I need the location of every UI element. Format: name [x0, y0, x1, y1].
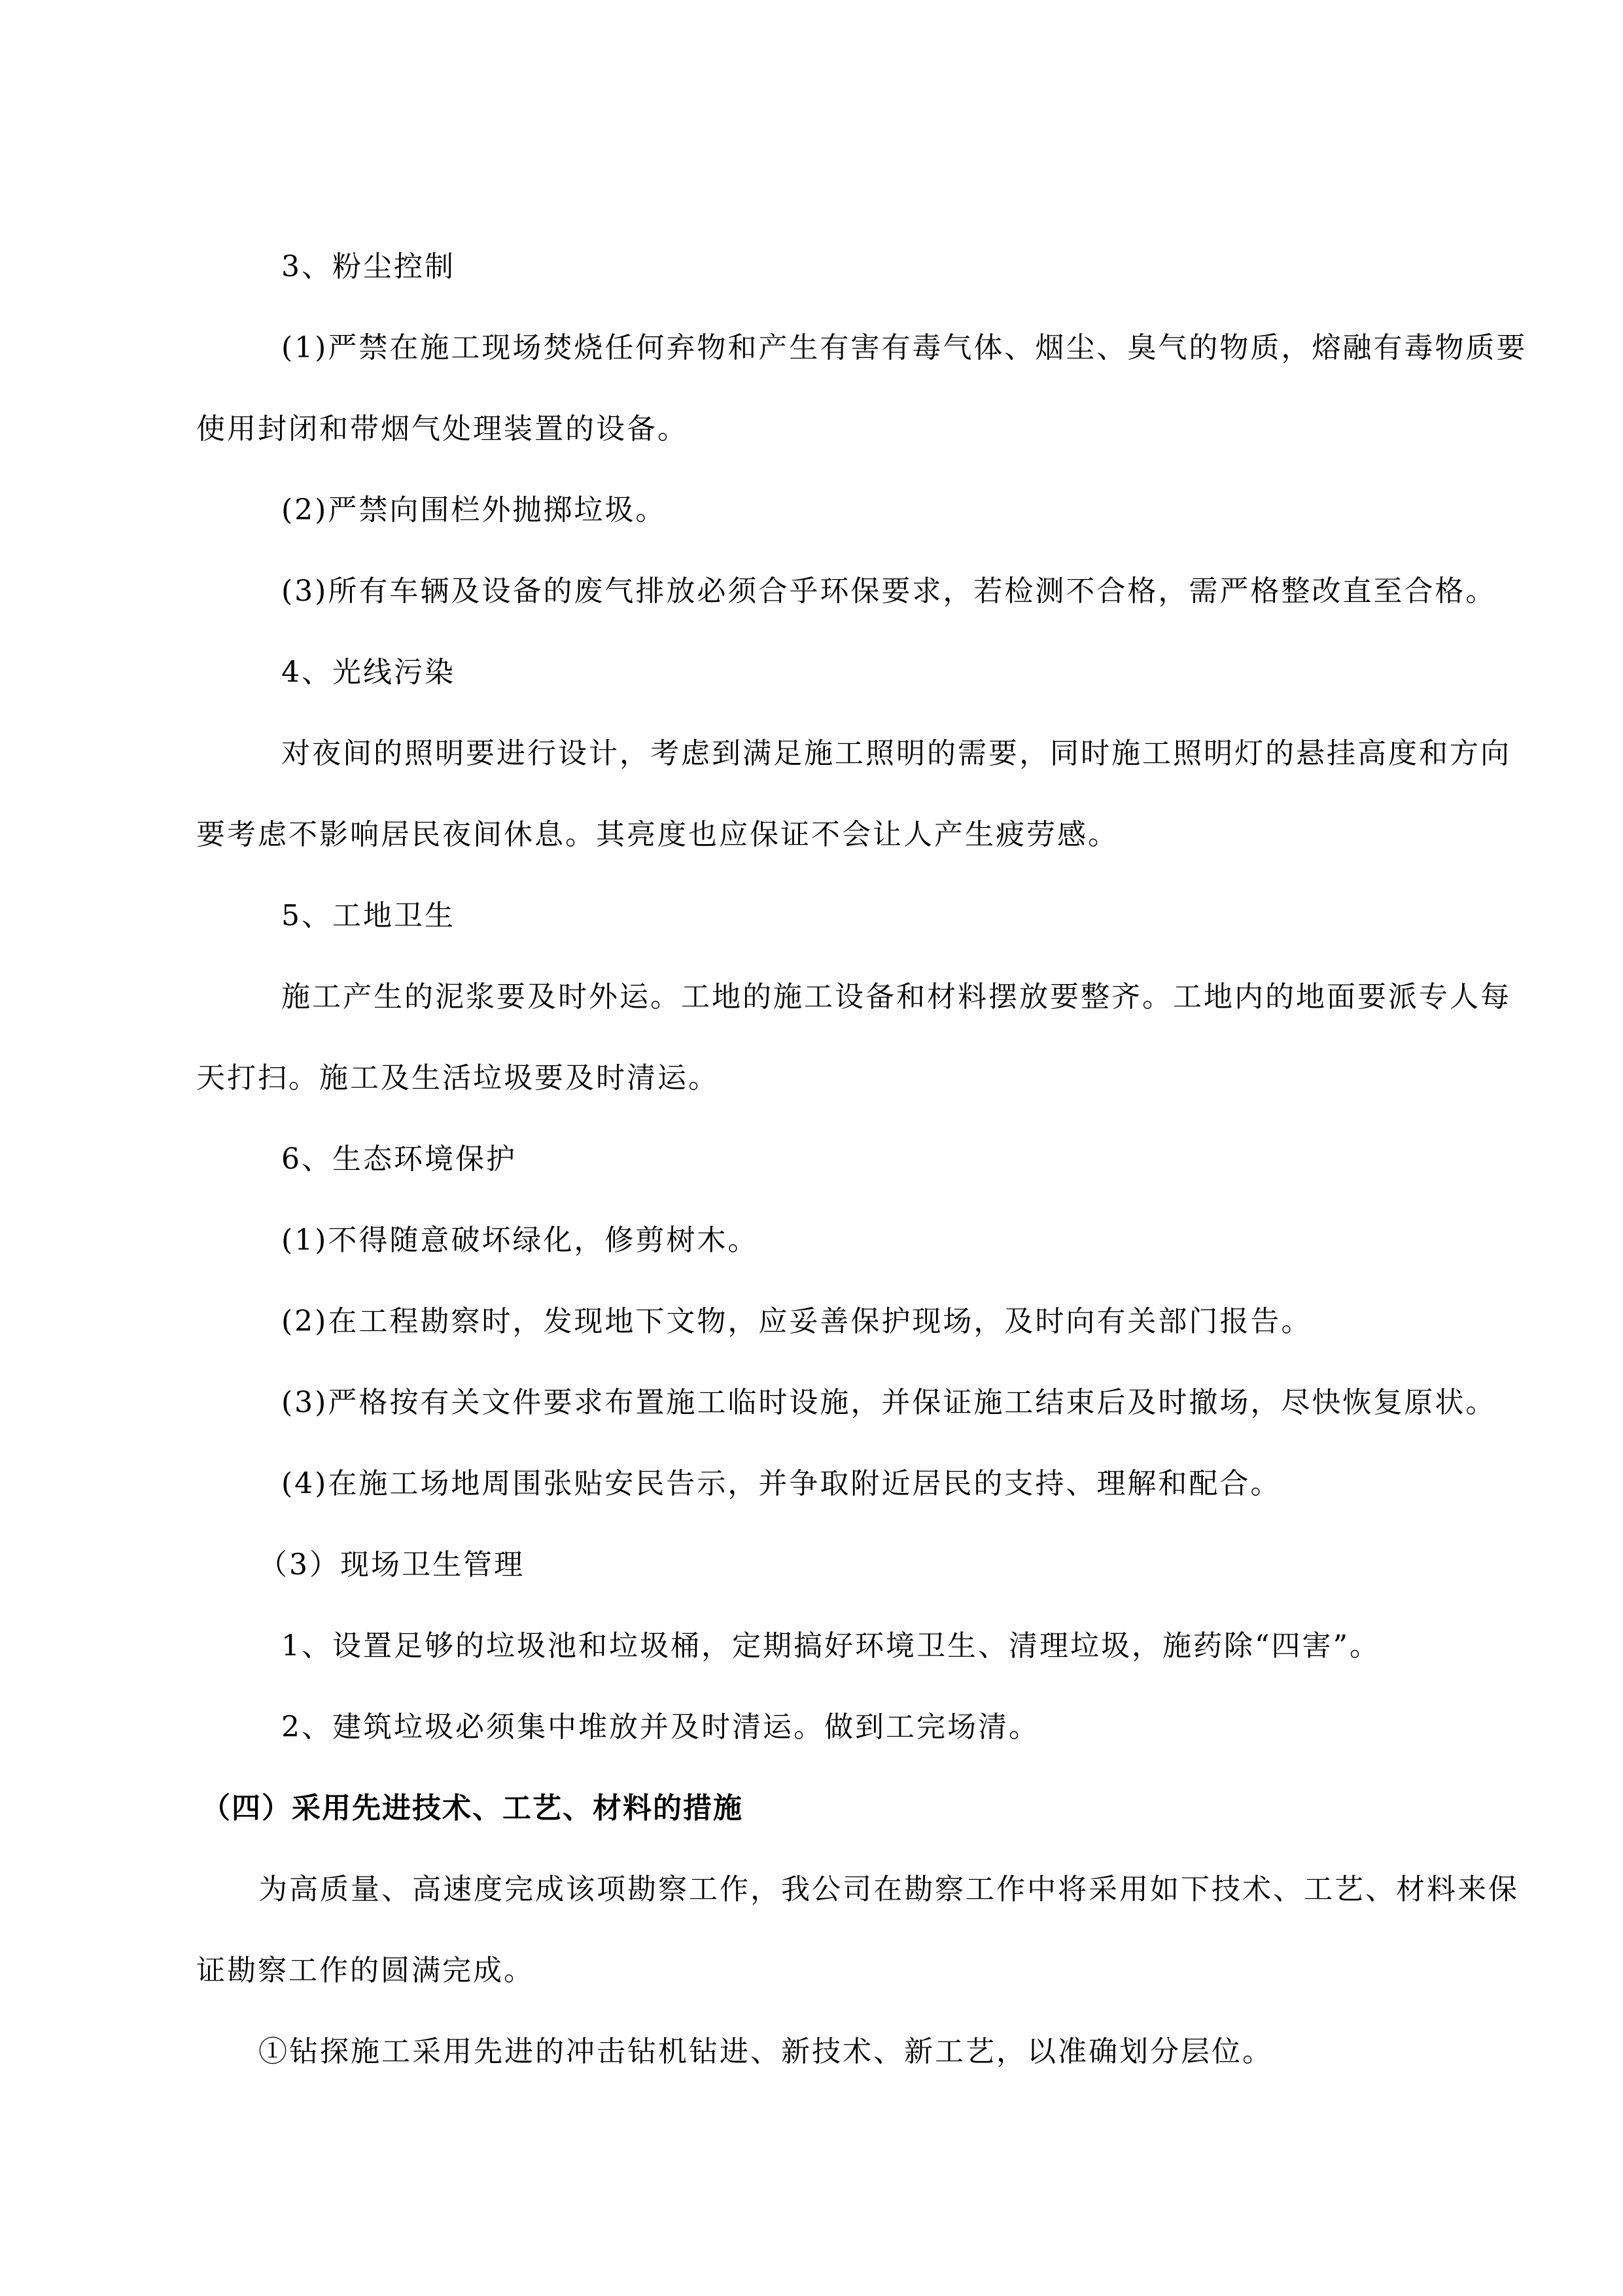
paragraph-line: (2)在工程勘察时，发现地下文物，应妥善保护现场，及时向有关部门报告。	[281, 1305, 1312, 1338]
subheading-ecology-protection: 6、生态环境保护	[281, 1142, 517, 1176]
paragraph-line: 对夜间的照明要进行设计，考虑到满足施工照明的需要，同时施工照明灯的悬挂高度和方向	[281, 737, 1511, 770]
paragraph-line: (3)严格按有关文件要求布置施工临时设施，并保证施工结束后及时撤场，尽快恢复原状。	[281, 1386, 1497, 1419]
paragraph-line: 证勘察工作的圆满完成。	[196, 1954, 534, 1987]
paragraph-line: (1)不得随意破坏绿化，修剪树木。	[281, 1224, 759, 1257]
document-body	[196, 226, 1527, 2093]
paragraph-line: (1)严禁在施工现场焚烧任何弃物和产生有害有毒气体、烟尘、臭气的物质，熔融有毒物质要	[281, 331, 1527, 364]
paragraph-line: 施工产生的泥浆要及时外运。工地的施工设备和材料摆放要整齐。工地内的地面要派专人每	[281, 980, 1511, 1014]
paragraph-line: 要考虑不影响居民夜间休息。其亮度也应保证不会让人产生疲劳感。	[196, 818, 1119, 851]
paragraph-line: (2)严禁向围栏外抛掷垃圾。	[281, 493, 667, 527]
paragraph-line: 使用封闭和带烟气处理装置的设备。	[196, 412, 688, 446]
paragraph-line: ①钻探施工采用先进的冲击钻机钻进、新技术、新工艺，以准确划分层位。	[258, 2035, 1273, 2068]
paragraph-line: 为高质量、高速度完成该项勘察工作，我公司在勘察工作中将采用如下技术、工艺、材料来保	[258, 1873, 1519, 1906]
subheading-light-pollution: 4、光线污染	[281, 656, 455, 689]
paragraph-line: 1、设置足够的垃圾池和垃圾桶，定期搞好环境卫生、清理垃圾，施药除“四害”。	[281, 1629, 1380, 1663]
paragraph-line: 天打扫。施工及生活垃圾要及时清运。	[196, 1061, 719, 1095]
section-heading-advanced-technology: （四）采用先进技术、工艺、材料的措施	[201, 1792, 743, 1825]
subheading-dust-control: 3、粉尘控制	[281, 250, 455, 283]
subheading-site-hygiene: 5、工地卫生	[281, 899, 455, 932]
paragraph-line: (3)所有车辆及设备的废气排放必须合乎环保要求，若检测不合格，需严格整改直至合格。	[281, 574, 1497, 608]
paragraph-line: (4)在施工场地周围张贴安民告示，并争取附近居民的支持、理解和配合。	[281, 1467, 1282, 1500]
paragraph-line: 2、建筑垃圾必须集中堆放并及时清运。做到工完场清。	[281, 1710, 1039, 1744]
section-sub-heading-site-sanitation: （3）现场卫生管理	[258, 1548, 525, 1581]
